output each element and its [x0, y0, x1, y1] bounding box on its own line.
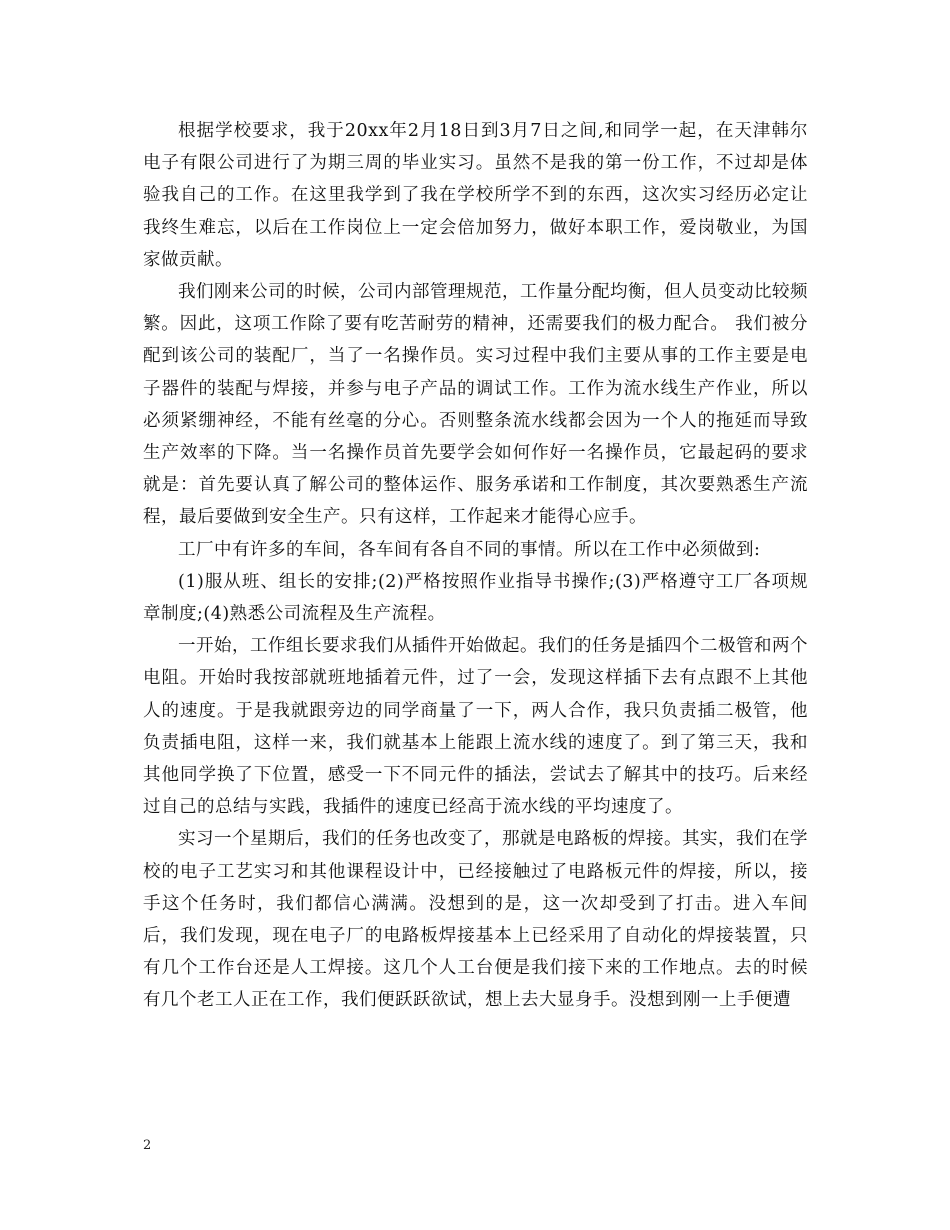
paragraph-company-work: 我们刚来公司的时候，公司内部管理规范，工作量分配均衡，但人员变动比较频繁。因此，这项工作除了要有吃苦耐劳的精神，还需要我们的极力配合。 我们被分配到该公司的装配厂，当了一名操作员。实习过程中我们主要从事的工作主要是电子器件的装配与焊接，并参与电子产品的调试工作。工作为流水线生产作业，所以必须紧绷神经，不能有丝毫的分心。否则整条流水线都会因为一个人的拖延而导致生产效率的下降。当一名操作员首先要学会如何作好一名操作员，它最起码的要求就是：首先要认真了解公司的整体运作、服务承诺和工作制度，其次要熟悉生产流程，最后要做到安全生产。只有这样，工作起来才能得心应手。: [143, 282, 808, 528]
page-number: 2: [143, 1138, 152, 1153]
paragraph-component-insertion: 一开始，工作组长要求我们从插件开始做起。我们的任务是插四个二极管和两个电阻。开始时我按部就班地插着元件，过了一会，发现这样插下去有点跟不上其他人的速度。于是我就跟旁边的同学商量了一下，两人合作，我只负责插二极管，他负责插电阻，这样一来，我们就基本上能跟上流水线的速度了。到了第三天，我和其他同学换了下位置，感受一下不同元件的插法，尝试去了解其中的技巧。后来经过自己的总结与实践，我插件的速度已经高于流水线的平均速度了。: [143, 636, 808, 818]
document-body: [143, 115, 808, 1017]
paragraph-workshop-rules-list: (1)服从班、组长的安排;(2)严格按照作业指导书操作;(3)严格遵守工厂各项规章制度;(4)熟悉公司流程及生产流程。: [143, 571, 808, 625]
paragraph-internship-intro: 根据学校要求，我于20xx年2月18日到3月7日之间,和同学一起，在天津韩尔电子有限公司进行了为期三周的毕业实习。虽然不是我的第一份工作，不过却是体验我自己的工作。在这里我学到了我在学校所学不到的东西，这次实习经历必定让我终生难忘，以后在工作岗位上一定会倍加努力，做好本职工作，爱岗敬业，为国家做贡献。: [143, 121, 808, 270]
paragraph-workshop-rules-intro: 工厂中有许多的车间，各车间有各自不同的事情。所以在工作中必须做到:: [178, 539, 761, 560]
paragraph-circuit-board-soldering: 实习一个星期后，我们的任务也改变了，那就是电路板的焊接。其实，我们在学校的电子工艺实习和其他课程设计中，已经接触过了电路板元件的焊接，所以，接手这个任务时，我们都信心满满。没想到的是，这一次却受到了打击。进入车间后，我们发现，现在电子厂的电路板焊接基本上已经采用了自动化的焊接装置，只有几个工作台还是人工焊接。这几个人工台便是我们接下来的工作地点。去的时候有几个老工人正在工作，我们便跃跃欲试，想上去大显身手。没想到刚一上手便遭: [143, 829, 808, 1011]
